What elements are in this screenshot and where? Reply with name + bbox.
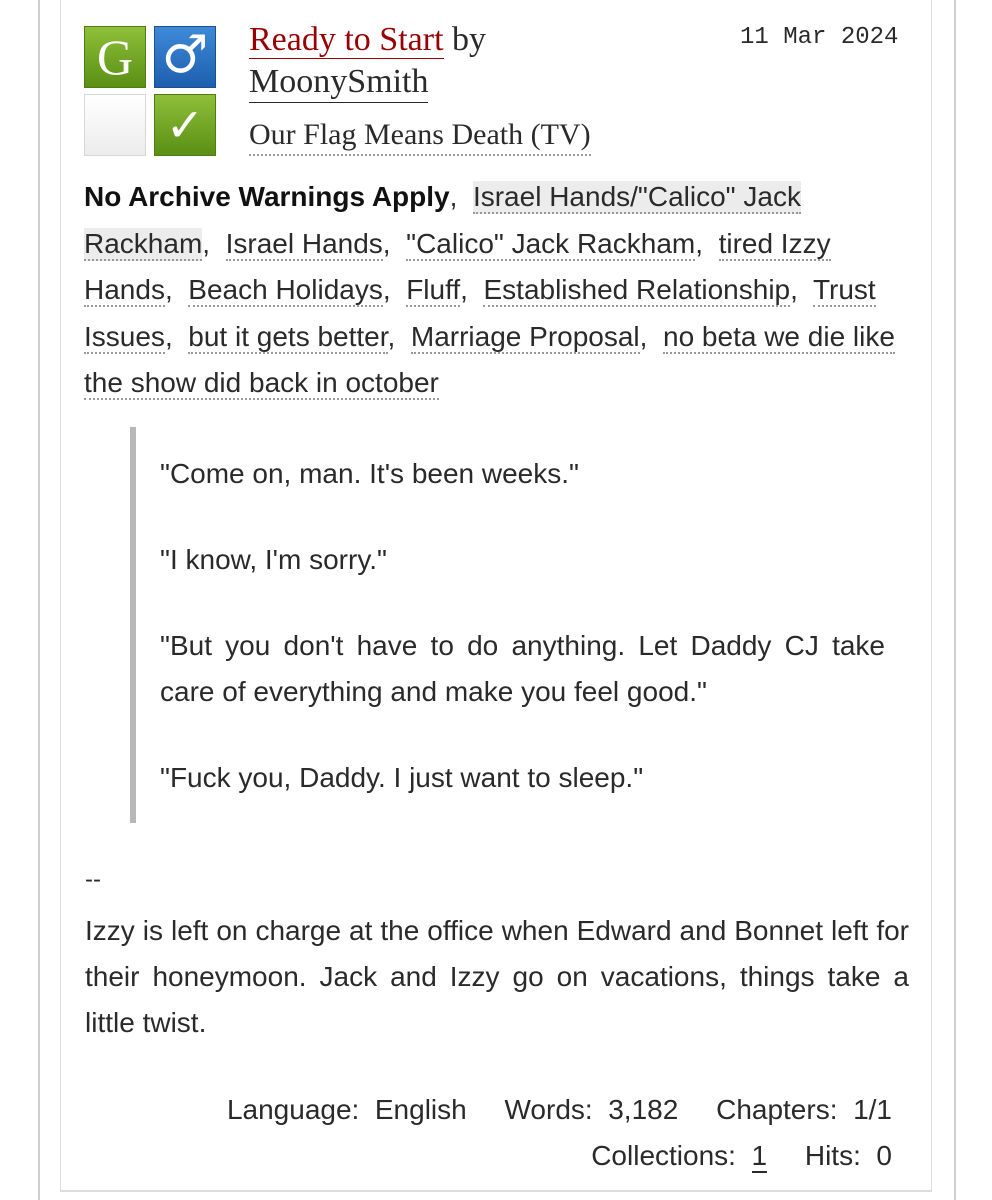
page-frame-right bbox=[954, 0, 956, 1200]
hits-label: Hits: bbox=[804, 1140, 861, 1171]
tag-freeform[interactable]: Fluff bbox=[406, 274, 461, 305]
author-link[interactable]: MoonySmith bbox=[249, 62, 428, 103]
tag-warning[interactable]: No Archive Warnings Apply bbox=[84, 181, 450, 212]
publish-date: 11 Mar 2024 bbox=[740, 24, 899, 51]
language-value: English bbox=[374, 1094, 467, 1125]
words-label: Words: bbox=[504, 1094, 593, 1125]
summary-separator: -- bbox=[85, 866, 101, 893]
by-text: by bbox=[452, 21, 487, 58]
tag-freeform[interactable]: Established Relationship bbox=[483, 274, 791, 305]
words-value: 3,182 bbox=[608, 1094, 679, 1125]
collections-link[interactable]: 1 bbox=[751, 1140, 768, 1171]
tag-relationship[interactable]: Israel Hands/"Calico" Jack Rackham bbox=[84, 181, 801, 259]
tag-freeform[interactable]: Marriage Proposal bbox=[410, 320, 640, 352]
work-title-link[interactable]: Ready to Start bbox=[249, 21, 444, 58]
quote-line: "I know, I'm sorry." bbox=[160, 544, 387, 575]
tag-freeform[interactable]: no beta we die like the show did back in october bbox=[84, 320, 895, 398]
summary-blockquote bbox=[130, 427, 885, 823]
tag-character[interactable]: Israel Hands bbox=[225, 227, 383, 259]
tag-character[interactable]: "Calico" Jack Rackham bbox=[406, 227, 696, 259]
chapters-label: Chapters: bbox=[716, 1094, 838, 1125]
language-label: Language: bbox=[226, 1094, 360, 1125]
hits-value: 0 bbox=[876, 1140, 892, 1171]
complete-checkmark-icon[interactable]: ✓ bbox=[154, 94, 216, 156]
category-mm-icon[interactable]: ♂ bbox=[154, 26, 216, 88]
quote-line: "Come on, man. It's been weeks." bbox=[160, 458, 579, 489]
chapters-value: 1/1 bbox=[853, 1094, 892, 1125]
page-frame-left bbox=[38, 0, 40, 1200]
tag-freeform[interactable]: Trust Issues bbox=[84, 274, 876, 352]
warnings-none-icon[interactable] bbox=[84, 94, 146, 156]
quote-line: "Fuck you, Daddy. I just want to sleep." bbox=[160, 762, 644, 793]
collections-label: Collections: bbox=[591, 1140, 736, 1171]
tag-freeform[interactable]: but it gets better bbox=[188, 320, 388, 352]
tag-list: No Archive Warnings Apply, Israel Hands/"Calico" Jack Rackham, Israel Hands, "Calico" Jack Rackham, tired Izzy Hands, Beach Holidays, Fluff, Established Relationship, Trust Issues, but it gets better, Marriage Proposal, no beta we die like the show did back in october bbox=[84, 181, 895, 398]
stats-row-2 bbox=[591, 1136, 892, 1176]
fandom-link[interactable]: Our Flag Means Death (TV) bbox=[249, 116, 591, 156]
stats-row-1 bbox=[227, 1090, 892, 1130]
quote-line: "But you don't have to do anything. Let Daddy CJ take care of everything and make you feel good." bbox=[160, 630, 885, 707]
tag-freeform[interactable]: Beach Holidays bbox=[188, 274, 383, 305]
tag-freeform[interactable]: tired Izzy Hands bbox=[84, 227, 831, 305]
work-heading bbox=[249, 20, 486, 60]
rating-general-icon[interactable]: G bbox=[84, 26, 146, 88]
summary-text: Izzy is left on charge at the office when Edward and Bonnet left for their honeymoon. Jack and Izzy go on vacations, things take a little twist. bbox=[85, 915, 909, 1038]
